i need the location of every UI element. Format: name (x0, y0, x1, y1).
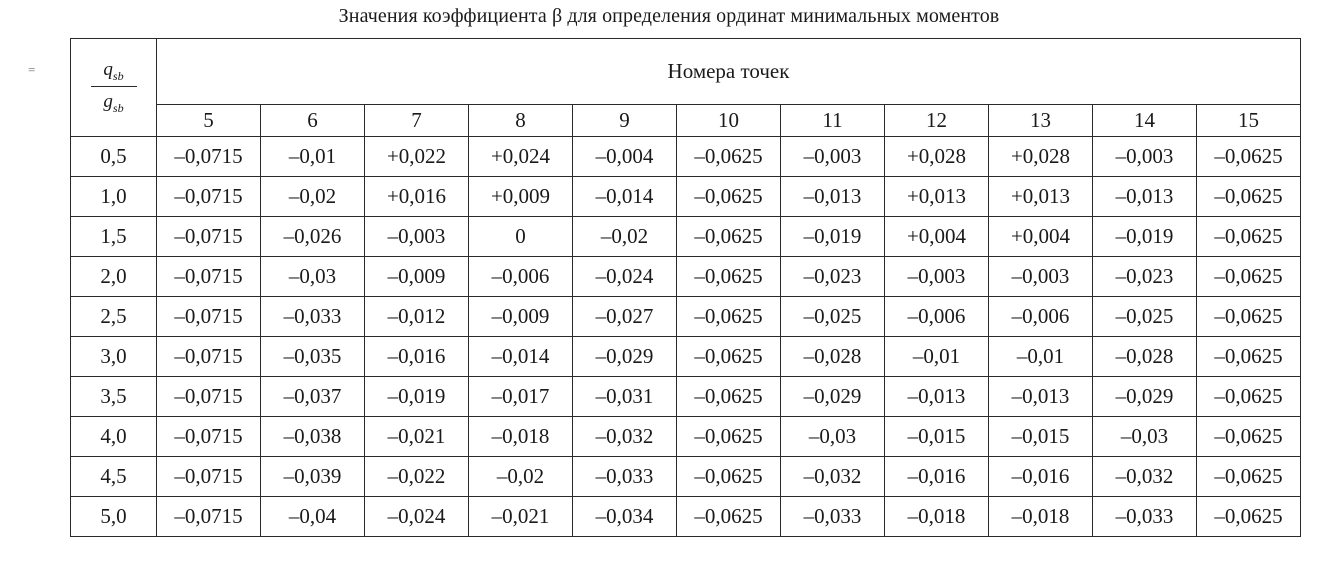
table-cell: –0,006 (885, 297, 989, 337)
table-cell: –0,015 (989, 417, 1093, 457)
table-cell: –0,0715 (157, 337, 261, 377)
table-cell: –0,003 (885, 257, 989, 297)
table-cell: –0,033 (781, 497, 885, 537)
row-label: 3,5 (71, 377, 157, 417)
table-cell: –0,0625 (1197, 337, 1301, 377)
table-row (71, 497, 1301, 537)
table-cell: –0,0625 (1197, 177, 1301, 217)
column-header: 13 (989, 105, 1093, 137)
table-row (71, 297, 1301, 337)
table-cell: –0,0625 (1197, 297, 1301, 337)
beta-coefficient-table (70, 38, 1301, 537)
table-cell: –0,0625 (1197, 417, 1301, 457)
table-cell: –0,0625 (1197, 217, 1301, 257)
table-cell: –0,021 (469, 497, 573, 537)
row-label: 3,0 (71, 337, 157, 377)
table-cell: –0,0715 (157, 457, 261, 497)
table-cell: +0,013 (885, 177, 989, 217)
table-cell: –0,0625 (677, 417, 781, 457)
table-cell: –0,0715 (157, 497, 261, 537)
table-body (71, 137, 1301, 537)
column-header: 10 (677, 105, 781, 137)
table-cell: –0,0715 (157, 377, 261, 417)
table-cell: –0,023 (781, 257, 885, 297)
table-cell: –0,003 (781, 137, 885, 177)
table-cell: –0,003 (1093, 137, 1197, 177)
table-cell: –0,028 (781, 337, 885, 377)
table-cell: –0,02 (573, 217, 677, 257)
row-label: 5,0 (71, 497, 157, 537)
table-cell: –0,025 (1093, 297, 1197, 337)
table-cell: –0,009 (469, 297, 573, 337)
table-cell: –0,014 (469, 337, 573, 377)
table-cell: –0,009 (365, 257, 469, 297)
table-row (71, 337, 1301, 377)
table-cell: –0,03 (1093, 417, 1197, 457)
row-label: 2,5 (71, 297, 157, 337)
row-label: 2,0 (71, 257, 157, 297)
table-cell: –0,027 (573, 297, 677, 337)
table-cell: –0,033 (1093, 497, 1197, 537)
table-cell: –0,019 (365, 377, 469, 417)
table-cell: –0,0715 (157, 257, 261, 297)
table-cell: –0,004 (573, 137, 677, 177)
table-cell: –0,01 (885, 337, 989, 377)
table-cell: –0,0625 (1197, 497, 1301, 537)
table-cell: –0,0715 (157, 137, 261, 177)
table-cell: –0,019 (1093, 217, 1197, 257)
table-cell: –0,02 (469, 457, 573, 497)
table-cell: –0,0625 (677, 297, 781, 337)
column-header: 15 (1197, 105, 1301, 137)
table-cell: –0,01 (989, 337, 1093, 377)
table-cell: –0,0715 (157, 417, 261, 457)
table-cell: –0,017 (469, 377, 573, 417)
table-cell: –0,0625 (1197, 377, 1301, 417)
table-cell: +0,022 (365, 137, 469, 177)
column-header: 6 (261, 105, 365, 137)
table-cell: –0,038 (261, 417, 365, 457)
table-cell: –0,029 (781, 377, 885, 417)
table-cell: +0,028 (989, 137, 1093, 177)
table-cell: +0,004 (885, 217, 989, 257)
point-numbers-header: Номера точек (157, 39, 1301, 105)
table-cell: –0,013 (1093, 177, 1197, 217)
ratio-header (71, 39, 157, 137)
table-row (71, 417, 1301, 457)
row-label: 0,5 (71, 137, 157, 177)
column-header: 9 (573, 105, 677, 137)
table-cell: –0,0625 (677, 457, 781, 497)
table-cell: –0,033 (261, 297, 365, 337)
table-cell: +0,009 (469, 177, 573, 217)
table-cell: –0,0625 (677, 497, 781, 537)
table-cell: –0,023 (1093, 257, 1197, 297)
table-cell: –0,037 (261, 377, 365, 417)
table-cell: –0,003 (989, 257, 1093, 297)
table-row (71, 137, 1301, 177)
table-cell: –0,018 (885, 497, 989, 537)
ratio-denominator: $g_{sb}$ (103, 91, 124, 115)
row-label: 1,5 (71, 217, 157, 257)
table-cell: –0,019 (781, 217, 885, 257)
table-cell: –0,018 (469, 417, 573, 457)
table-row (71, 377, 1301, 417)
table-cell: –0,003 (365, 217, 469, 257)
table-cell: –0,0715 (157, 297, 261, 337)
table-cell: –0,0625 (1197, 137, 1301, 177)
table-cell: –0,03 (261, 257, 365, 297)
table-cell: –0,024 (365, 497, 469, 537)
table-cell: –0,013 (885, 377, 989, 417)
table-cell: –0,04 (261, 497, 365, 537)
table-cell: –0,016 (989, 457, 1093, 497)
row-label: 4,0 (71, 417, 157, 457)
table-cell: –0,0715 (157, 177, 261, 217)
table-cell: –0,012 (365, 297, 469, 337)
table-cell: +0,016 (365, 177, 469, 217)
table-cell: +0,004 (989, 217, 1093, 257)
table-cell: +0,013 (989, 177, 1093, 217)
table-cell: +0,028 (885, 137, 989, 177)
column-header: 8 (469, 105, 573, 137)
table-cell: –0,022 (365, 457, 469, 497)
table-cell: –0,015 (885, 417, 989, 457)
table-cell: –0,029 (573, 337, 677, 377)
table-cell: –0,028 (1093, 337, 1197, 377)
table-cell: –0,0625 (677, 217, 781, 257)
table-cell: –0,02 (261, 177, 365, 217)
table-cell: –0,006 (469, 257, 573, 297)
column-header: 5 (157, 105, 261, 137)
table-cell: –0,013 (781, 177, 885, 217)
table-cell: –0,021 (365, 417, 469, 457)
table-cell: –0,014 (573, 177, 677, 217)
table-cell: –0,0625 (677, 337, 781, 377)
table-cell: –0,016 (885, 457, 989, 497)
table-cell: 0 (469, 217, 573, 257)
table-cell: –0,025 (781, 297, 885, 337)
table-cell: –0,0625 (677, 137, 781, 177)
table-cell: –0,033 (573, 457, 677, 497)
table-cell: –0,018 (989, 497, 1093, 537)
column-header: 12 (885, 105, 989, 137)
column-header: 14 (1093, 105, 1197, 137)
table-row (71, 257, 1301, 297)
table-cell: –0,032 (781, 457, 885, 497)
table-cell: +0,024 (469, 137, 573, 177)
table-cell: –0,0715 (157, 217, 261, 257)
table-cell: –0,01 (261, 137, 365, 177)
table-cell: –0,03 (781, 417, 885, 457)
table-row (71, 217, 1301, 257)
table-cell: –0,039 (261, 457, 365, 497)
table-cell: –0,0625 (1197, 457, 1301, 497)
table-cell: –0,024 (573, 257, 677, 297)
table-cell: –0,006 (989, 297, 1093, 337)
row-label: 1,0 (71, 177, 157, 217)
table-cell: –0,0625 (677, 257, 781, 297)
table-cell: –0,016 (365, 337, 469, 377)
table-cell: –0,029 (1093, 377, 1197, 417)
table-row (71, 457, 1301, 497)
table-cell: –0,013 (989, 377, 1093, 417)
column-header: 11 (781, 105, 885, 137)
row-label: 4,5 (71, 457, 157, 497)
column-header: 7 (365, 105, 469, 137)
table-row (71, 177, 1301, 217)
table-cell: –0,0625 (677, 177, 781, 217)
page-title: Значения коэффициента β для определения ординат минимальных моментов (338, 5, 1000, 27)
column-header-row (71, 105, 1301, 137)
table-cell: –0,0625 (1197, 257, 1301, 297)
margin-mark: = (28, 62, 36, 77)
table-cell: –0,032 (573, 417, 677, 457)
table-cell: –0,034 (573, 497, 677, 537)
table-cell: –0,0625 (677, 377, 781, 417)
table-cell: –0,026 (261, 217, 365, 257)
table-cell: –0,031 (573, 377, 677, 417)
table-cell: –0,032 (1093, 457, 1197, 497)
table-cell: –0,035 (261, 337, 365, 377)
ratio-numerator: $q_{sb}$ (91, 59, 137, 87)
